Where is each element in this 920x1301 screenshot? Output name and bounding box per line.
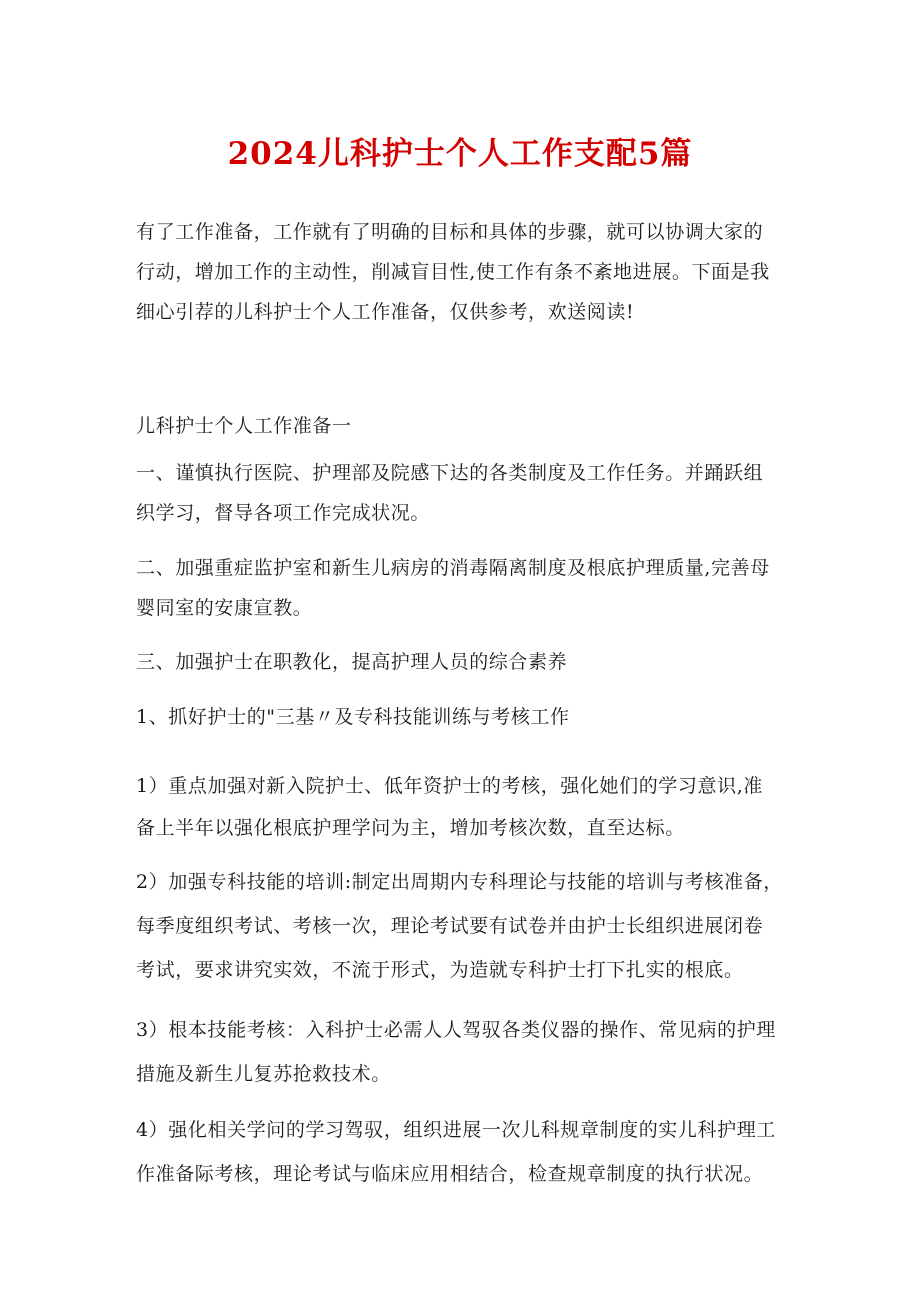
item-three-one-paragraph: [136, 698, 792, 736]
item-one-paragraph: [136, 453, 792, 533]
intro-line: 有了工作准备，工作就有了明确的目标和具体的步骤，就可以协调大家的: [136, 221, 764, 243]
sub-item-four-line: 4）强化相关学问的学习驾驭，组织进展一次儿科规章制度的实儿科护理工: [136, 1119, 776, 1141]
item-three-line: 三、加强护士在职教化，提高护理人员的综合素养: [136, 651, 568, 673]
sub-item-four-line: 作准备际考核，理论考试与临床应用相结合，检查规章制度的执行状况。: [136, 1163, 764, 1185]
document-title: 2024儿科护士个人工作支配5篇: [227, 136, 693, 172]
item-two-paragraph: [136, 548, 792, 628]
item-one-line: 织学习，督导各项工作完成状况。: [136, 502, 431, 524]
sub-item-one-line: 1）重点加强对新入院护士、低年资护士的考核，强化她们的学习意识,准: [136, 775, 763, 797]
sub-item-three-line: 措施及新生儿复苏抢救技术。: [136, 1063, 391, 1085]
section-heading-text: 儿科护士个人工作准备一: [136, 415, 352, 437]
item-three-paragraph: [136, 643, 792, 681]
sub-item-three-paragraph: [136, 1008, 792, 1096]
sub-item-two-paragraph: [136, 860, 792, 992]
sub-item-four-paragraph: [136, 1108, 792, 1196]
section-heading: [136, 407, 792, 445]
sub-item-two-line: 2）加强专科技能的培训:制定出周期内专科理论与技能的培训与考核准备，: [136, 871, 783, 893]
sub-item-two-line: 考试，要求讲究实效，不流于形式，为造就专科护士打下扎实的根底。: [136, 959, 744, 981]
intro-line: 细心引荐的儿科护士个人工作准备，仅供参考，欢送阅读!: [136, 301, 635, 323]
sub-item-two-line: 每季度组织考试、考核一次，理论考试要有试卷并由护士长组织进展闭卷: [136, 915, 764, 937]
intro-line: 行动，增加工作的主动性，削减盲目性,使工作有条不紊地进展。下面是我: [136, 261, 770, 283]
item-two-line: 二、加强重症监护室和新生儿病房的消毒隔离制度及根底护理质量,完善母: [136, 557, 770, 579]
item-one-line: 一、谨慎执行医院、护理部及院感下达的各类制度及工作任务。并踊跃组: [136, 462, 764, 484]
item-two-line: 婴同室的安康宣教。: [136, 597, 313, 619]
sub-item-one-paragraph: [136, 765, 792, 849]
sub-item-one-line: 备上半年以强化根底护理学问为主，增加考核次数，直至达标。: [136, 817, 685, 839]
item-three-one-line: 1、抓好护士的"三基〃及专科技能训练与考核工作: [136, 706, 570, 728]
intro-paragraph: [136, 212, 792, 332]
sub-item-three-line: 3）根本技能考核：入科护士必需人人驾驭各类仪器的操作、常见病的护理: [136, 1019, 776, 1041]
